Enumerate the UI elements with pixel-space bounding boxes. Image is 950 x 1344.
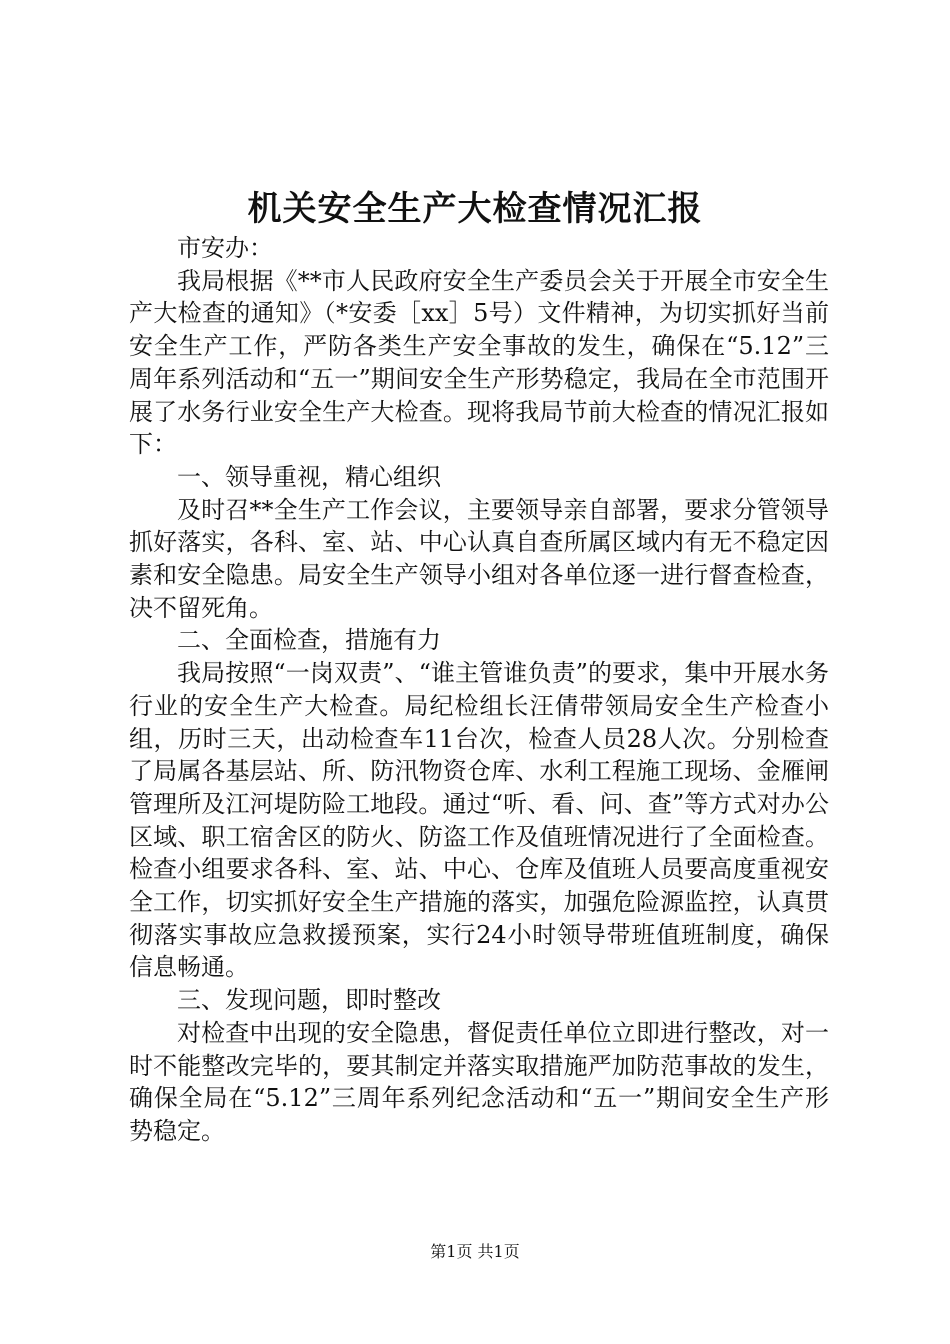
paragraph-section-1: 及时召**全生产工作会议，主要领导亲自部署，要求分管领导抓好落实，各科、室、站、中心认真自查所属区域内有无不稳定因素和安全隐患。局安全生产领导小组对各单位逐一进行督查检查，决不留死角。 (129, 495, 829, 622)
section-heading-1: 一、领导重视，精心组织 (177, 462, 441, 491)
salutation: 市安办： (177, 234, 273, 262)
document-body (129, 232, 829, 1148)
paragraph-section-3: 对检查中出现的安全隐患，督促责任单位立即进行整改，对一时不能整改完毕的，要其制定并落实取措施严加防范事故的发生，确保全局在“5.12”三周年系列纪念活动和“五一”期间安全生产形势稳定。 (129, 1018, 829, 1145)
page-footer: 第1页 共1页 (430, 1242, 520, 1261)
section-heading-2: 二、全面检查，措施有力 (177, 626, 441, 655)
document-title: 机关安全生产大检查情况汇报 (247, 189, 703, 229)
section-heading-3: 三、发现问题，即时整改 (177, 986, 441, 1015)
paragraph-intro: 我局根据《**市人民政府安全生产委员会关于开展全市安全生产大检查的通知》（*安委［xx］5号）文件精神，为切实抓好当前安全生产工作，严防各类生产安全事故的发生，确保在“5.12”三周年系列活动和“五一”期间安全生产形势稳定，我局在全市范围开展了水务行业安全生产大检查。现将我局节前大检查的情况汇报如下： (129, 266, 829, 459)
paragraph-section-2: 我局按照“一岗双责”、“谁主管谁负责”的要求，集中开展水务行业的安全生产大检查。局纪检组长汪倩带领局安全生产检查小组，历时三天，出动检查车11台次，检查人员28人次。分别检查了局属各基层站、所、防汛物资仓库、水利工程施工现场、金雁闸管理所及江河堤防险工地段。通过“听、看、问、查”等方式对办公区域、职工宿舍区的防火、防盗工作及值班情况进行了全面检查。检查小组要求各科、室、站、中心、仓库及值班人员要高度重视安全工作，切实抓好安全生产措施的落实，加强危险源监控，认真贯彻落实事故应急救援预案，实行24小时领导带班值班制度，确保信息畅通。 (129, 659, 829, 982)
